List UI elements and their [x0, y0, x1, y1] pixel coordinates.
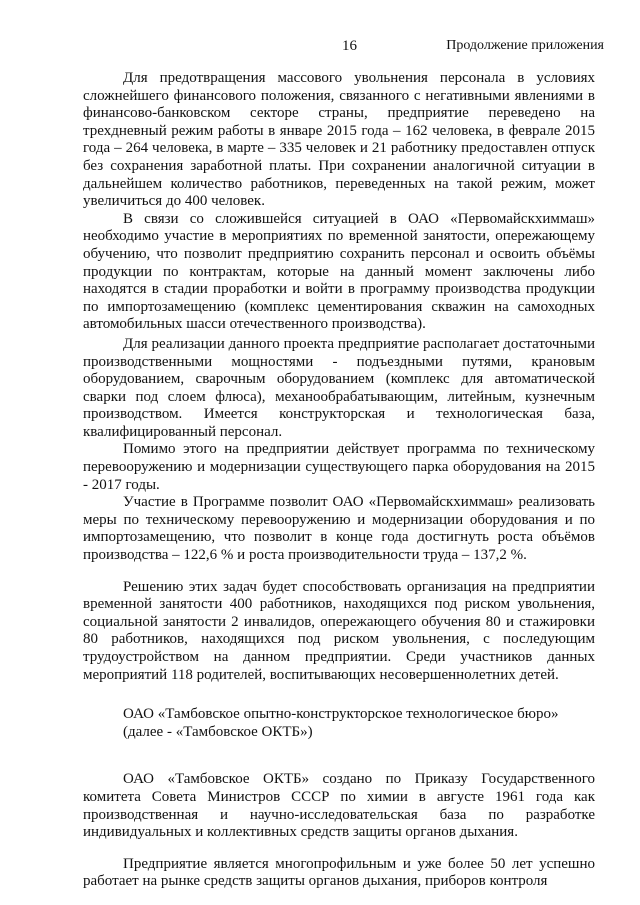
paragraph-oktb-founding: ОАО «Тамбовское ОКТБ» создано по Приказу Государственного комитета Совета Министров СССР по химии в августе 1961 года как производственная и научно-исследовательская база по разработке индивидуальных и коллективных средств защиты органов дыхания. — [83, 771, 595, 841]
document-body — [83, 70, 595, 891]
paragraph-employment-measures: В связи со сложившейся ситуацией в ОАО «Первомайскхиммаш» необходимо участие в мероприятиях по временной занятости, опережающему обучению, что позволит предприятию сохранить персонал и освоить объёмы продукции по контрактам, которые на данный момент заключены либо находятся в стадии проработки и войти в программу производства продукции по импортозамещению (комплекс цементирования скважин на самоходных автомобильных шасси отечественного производства). — [83, 210, 595, 333]
paragraph-mass-layoff-prevention: Для предотвращения массового увольнения персонала в условиях сложнейшего финансового положения, связанного с негативными явлениями в финансово-банковском секторе страны, предприятие переведено на трехдневный режим работы в январе 2015 года – 162 человека, в феврале 2015 года – 264 человека, в марте – 335 человек и 21 работнику предоставлен отпуск без сохранения заработной платы. При сохранении аналогичной ситуации в дальнейшем количество работников, переведенных на такой режим, может увеличиться до 400 человек. — [83, 70, 595, 210]
paragraph-program-participation: Участие в Программе позволит ОАО «Первомайскхиммаш» реализовать меры по техническому перевооружению и модернизации оборудования и по импортозамещению, что позволит в конце года достигнуть роста объёмов производства – 122,6 % и роста производительности труда – 137,2 %. — [83, 494, 595, 564]
continuation-label: Продолжение приложения — [446, 38, 604, 53]
section-title-line2: (далее - «Тамбовское ОКТБ») — [123, 723, 313, 740]
paragraph-production-capacity: Для реализации данного проекта предприятие располагает достаточными производственными мощностями - подъездными путями, крановым оборудованием, сварочным оборудованием (комплекс для автоматической сварки под слоем флюса), механообрабатывающим, литейным, кузнечным производством. Имеется конструкторская и технологическая база, квалифицированный персонал. — [83, 335, 595, 440]
paragraph-temporary-employment: Решению этих задач будет способствовать организация на предприятии временной занятости 400 работников, находящихся под риском увольнения, социальной занятости 2 инвалидов, опережающего обучения 80 и стажировки 80 работников, находящихся под риском увольнения, с последующим трудоустройством на данном предприятии. Среди участников данных мероприятий 118 родителей, воспитывающих несовершеннолетних детей. — [83, 578, 595, 683]
page-number: 16 — [342, 38, 357, 54]
paragraph-oktb-profile: Предприятие является многопрофильным и уже более 50 лет успешно работает на рынке средств защиты органов дыхания, приборов контроля — [83, 855, 595, 890]
section-title-line1: ОАО «Тамбовское опытно-конструкторское технологическое бюро» — [123, 706, 559, 723]
paragraph-modernization-program: Помимо этого на предприятии действует программа по техническому перевооружению и модернизации существующего парка оборудования на 2015 - 2017 годы. — [83, 441, 595, 493]
section-heading — [83, 706, 595, 741]
